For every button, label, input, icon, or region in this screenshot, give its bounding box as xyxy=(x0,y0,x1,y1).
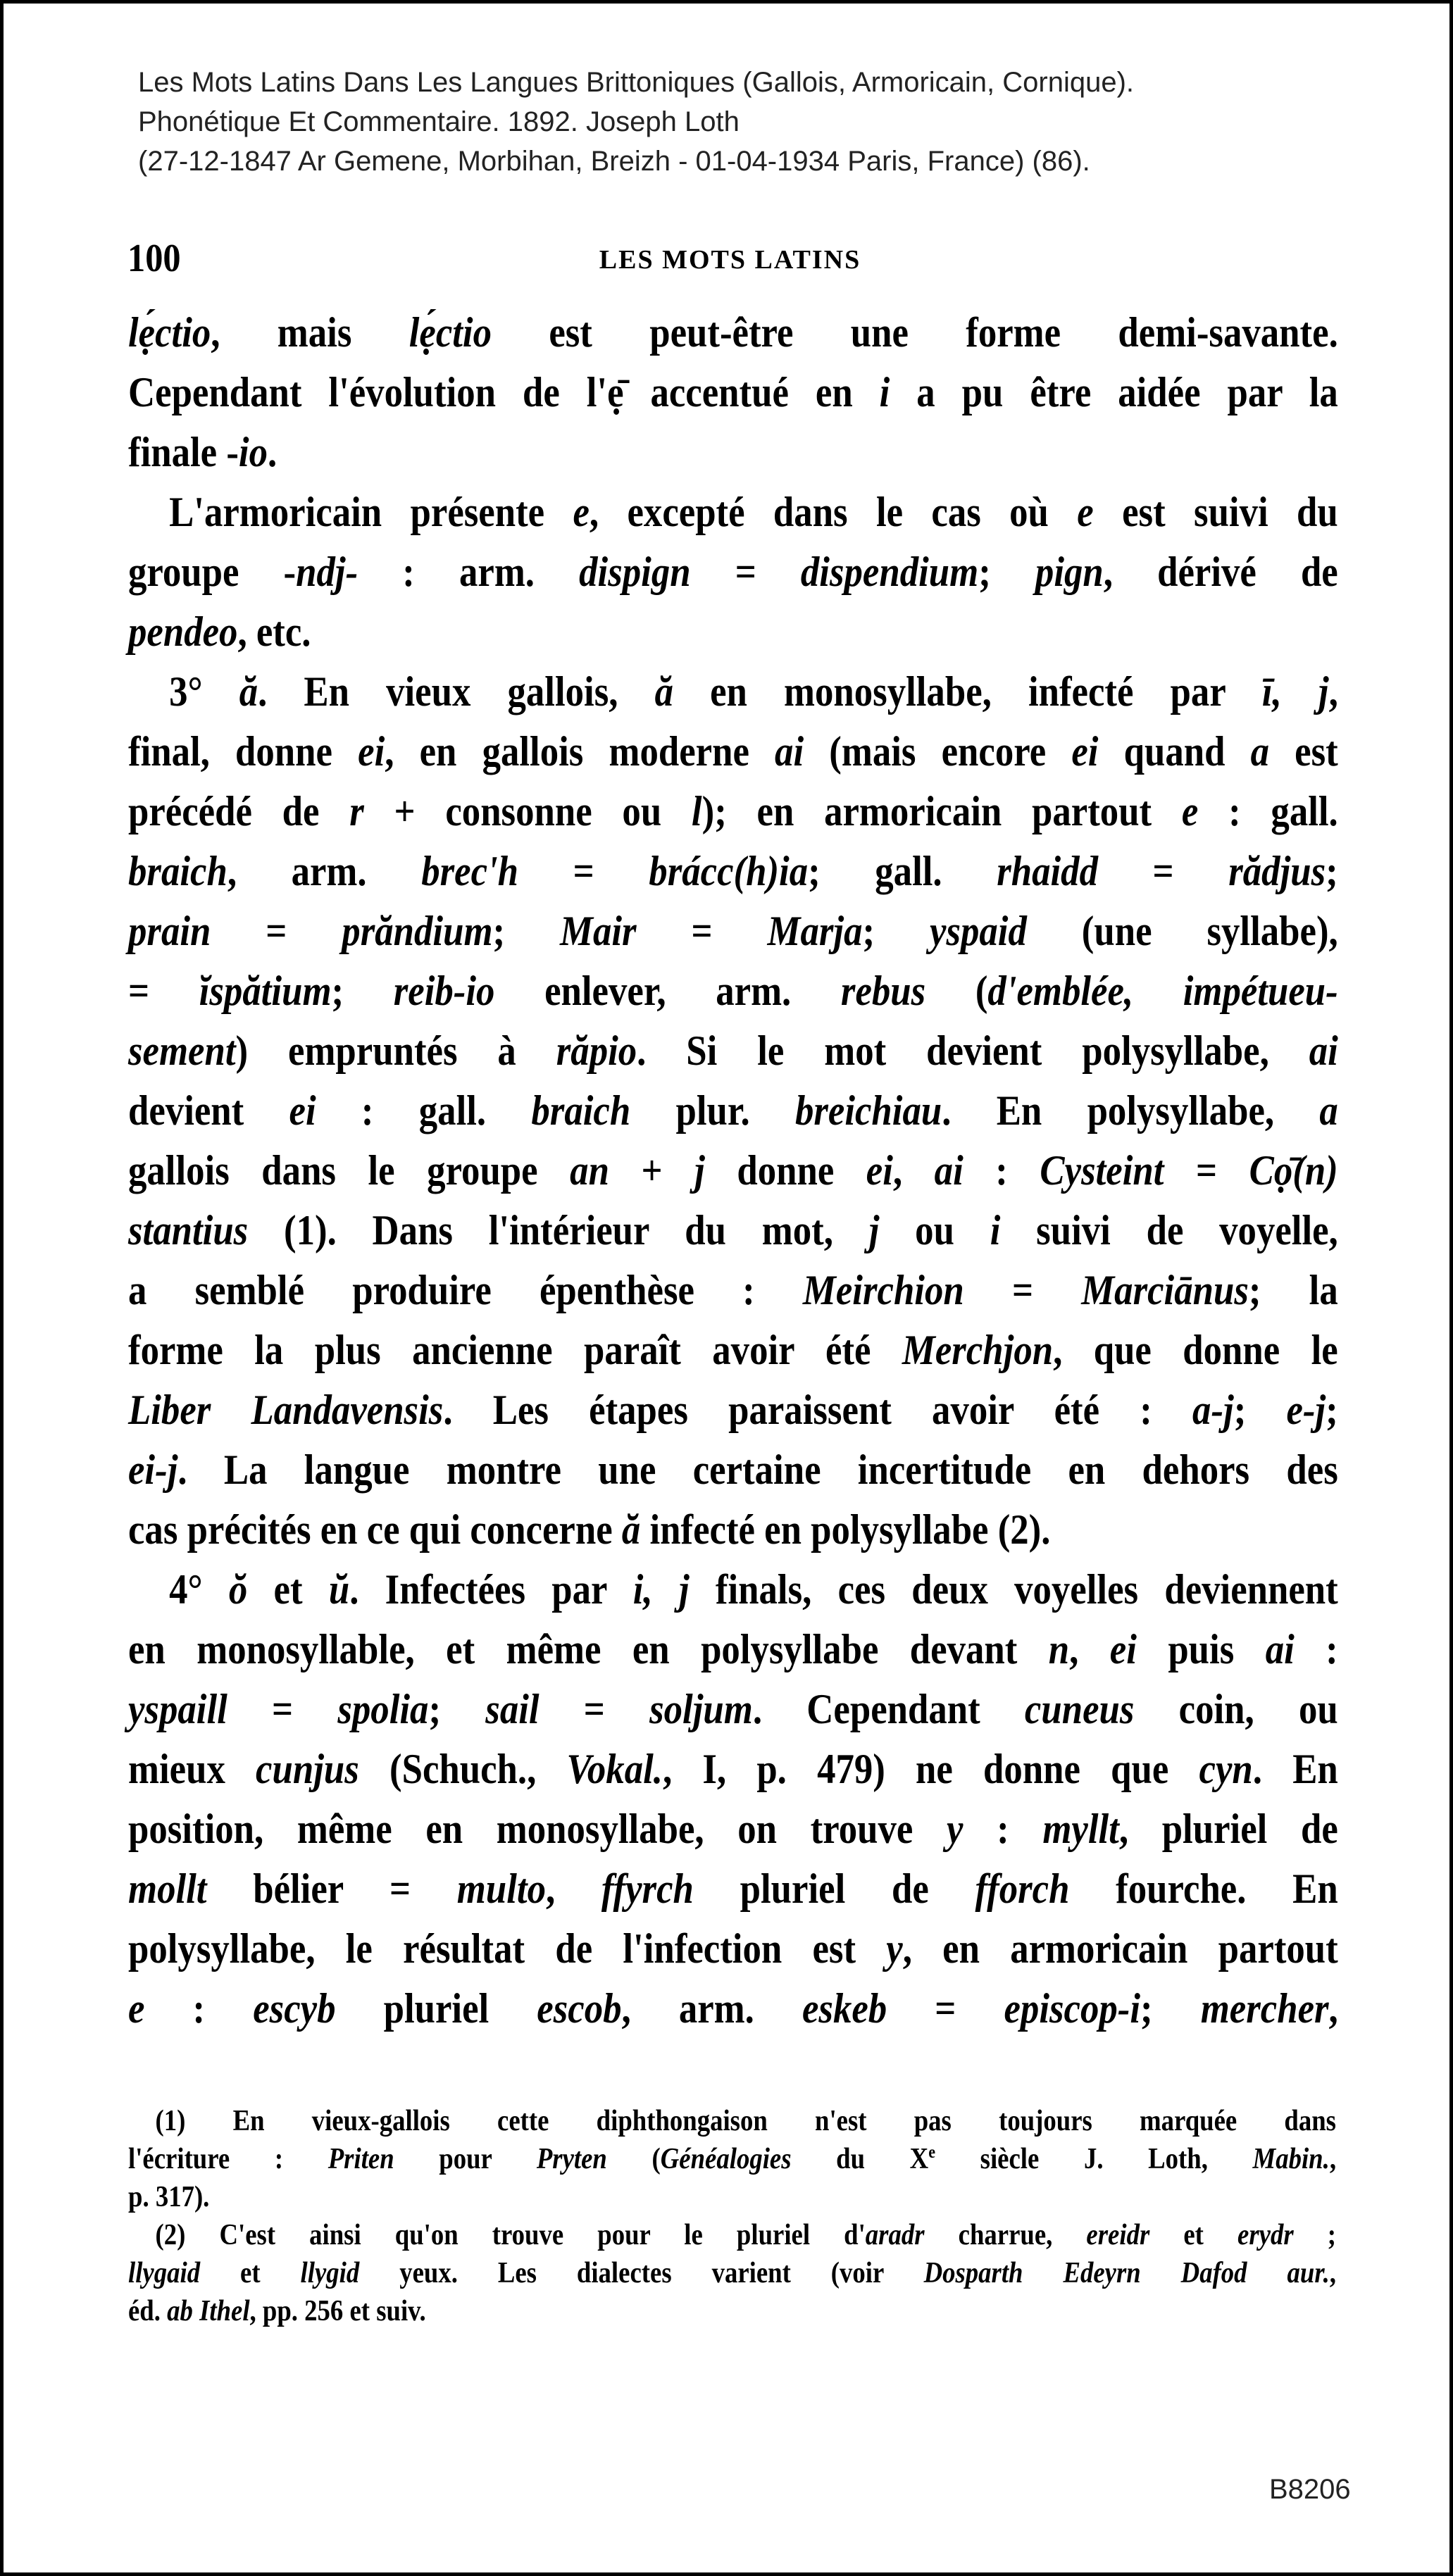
italic-text: l xyxy=(691,788,702,834)
roman-text: finals, ces deux voyelles deviennent xyxy=(689,1566,1338,1613)
italic-text: Cysteint xyxy=(1040,1147,1164,1194)
italic-text: fforch xyxy=(975,1865,1070,1912)
italic-text: yspaill xyxy=(128,1686,227,1732)
italic-text: stantius xyxy=(128,1207,249,1253)
roman-text: gallois dans le groupe xyxy=(128,1147,570,1194)
italic-text: cunjus xyxy=(256,1746,359,1792)
italic-text: i, j xyxy=(632,1566,690,1613)
roman-text: . Si le mot devient polysyllabe, xyxy=(637,1027,1309,1074)
roman-text: , xyxy=(892,1147,935,1194)
roman-text: pluriel de xyxy=(693,1865,975,1912)
italic-text: Dosparth Edeyrn Dafod aur. xyxy=(923,2257,1330,2289)
roman-text: puis xyxy=(1136,1626,1266,1672)
roman-text: ; xyxy=(1326,848,1338,894)
italic-text: breichiau xyxy=(794,1087,942,1134)
roman-text: = xyxy=(227,1686,338,1732)
italic-text: ai xyxy=(1265,1626,1295,1672)
italic-text: ai xyxy=(934,1147,964,1194)
italic-text: myllt xyxy=(1042,1806,1119,1852)
roman-text: ; la xyxy=(1248,1267,1338,1313)
roman-text: . En polysyllabe, xyxy=(942,1087,1320,1134)
roman-text: , que donne le xyxy=(1053,1327,1338,1373)
roman-text: final, donne xyxy=(128,728,358,775)
italic-text: a-j xyxy=(1192,1387,1234,1433)
metadata-line: Phonétique Et Commentaire. 1892. Joseph Loth xyxy=(138,106,740,137)
roman-text: yeux. Les dialectes varient (voir xyxy=(359,2257,924,2289)
roman-text: (2) C'est ainsi qu'on trouve pour le pluriel d' xyxy=(155,2219,866,2251)
roman-text: , arm. xyxy=(621,1985,802,2032)
italic-text: llygaid xyxy=(128,2257,201,2289)
roman-text: ou xyxy=(879,1207,990,1253)
roman-text: : gall. xyxy=(1198,788,1338,834)
roman-text: = xyxy=(518,848,649,894)
roman-text: L'armoricain présente xyxy=(169,489,573,535)
text-line xyxy=(128,542,1338,602)
italic-text: brácc(h)ia xyxy=(649,848,809,894)
roman-text: forme la plus ancienne paraît avoir été xyxy=(128,1327,902,1373)
text-line xyxy=(128,2102,1336,2140)
roman-text: quand xyxy=(1098,728,1251,775)
italic-text: Cọ̄(n) xyxy=(1249,1147,1338,1194)
italic-text: ă xyxy=(654,668,673,715)
roman-text: et xyxy=(247,1566,329,1613)
roman-text: , I, p. 479) ne donne que xyxy=(662,1746,1199,1792)
italic-text: răpio xyxy=(556,1027,637,1074)
italic-text: ei xyxy=(358,728,385,775)
italic-text: lẹ́ctio xyxy=(409,309,492,356)
italic-text: ī, j xyxy=(1261,668,1329,715)
text-line xyxy=(128,1500,1338,1560)
italic-text: braich xyxy=(128,848,227,894)
roman-text: ; xyxy=(978,549,1035,595)
text-line xyxy=(128,482,1338,542)
roman-text: . Cependant xyxy=(752,1686,1025,1732)
italic-text: escob xyxy=(537,1985,622,2032)
italic-text: d'emblée, impétueu- xyxy=(987,968,1338,1014)
text-line xyxy=(128,602,1338,662)
roman-text: = xyxy=(128,968,199,1014)
text-line xyxy=(128,1799,1338,1859)
italic-text: r xyxy=(349,788,364,834)
roman-text: et xyxy=(1149,2219,1238,2251)
roman-text: (1). Dans l'intérieur du mot, xyxy=(248,1207,869,1253)
text-line xyxy=(128,722,1338,782)
metadata-line: Les Mots Latins Dans Les Langues Brittoniques (Gallois, Armoricain, Cornique). xyxy=(138,67,1135,98)
italic-text: j xyxy=(694,1147,705,1194)
text-line xyxy=(128,1560,1338,1620)
roman-text: est suivi du xyxy=(1093,489,1338,535)
italic-text: Pryten xyxy=(536,2143,607,2175)
italic-text: rhaidd xyxy=(997,848,1098,894)
italic-text: cuneus xyxy=(1024,1686,1135,1732)
roman-text: finale - xyxy=(128,429,239,475)
roman-text: . Les étapes paraissent avoir été : xyxy=(443,1387,1193,1433)
roman-text: devient xyxy=(128,1087,289,1134)
italic-text: Mabin. xyxy=(1252,2143,1330,2175)
italic-text: an xyxy=(570,1147,609,1194)
roman-text: , excepté dans le cas où xyxy=(589,489,1078,535)
page-number: 100 xyxy=(127,237,181,280)
text-line xyxy=(128,1141,1338,1201)
italic-text: e-j xyxy=(1286,1387,1326,1433)
roman-text: = xyxy=(211,908,342,954)
italic-text: y xyxy=(886,1925,903,1972)
italic-text: e xyxy=(128,1985,145,2032)
text-line xyxy=(128,901,1338,961)
text-line xyxy=(128,2140,1336,2178)
roman-text: . xyxy=(267,429,277,475)
roman-text: (une syllabe), xyxy=(1026,908,1338,954)
text-line xyxy=(128,1919,1338,1979)
roman-text: coin, ou xyxy=(1134,1686,1338,1732)
italic-text: escyb xyxy=(253,1985,336,2032)
italic-text: j xyxy=(868,1207,880,1253)
text-line xyxy=(128,303,1338,363)
text-line xyxy=(128,662,1338,722)
italic-text: brec'h xyxy=(421,848,519,894)
footnotes xyxy=(128,2102,1336,2330)
roman-text: , dérivé de xyxy=(1103,549,1338,595)
italic-text: ei xyxy=(866,1147,893,1194)
italic-text: ffyrch xyxy=(601,1865,694,1912)
body-text xyxy=(128,303,1338,2039)
italic-text: ndj- xyxy=(296,549,358,595)
italic-text: Marja xyxy=(767,908,863,954)
italic-text: ei xyxy=(1071,728,1099,775)
italic-text: cyn xyxy=(1199,1746,1253,1792)
italic-text: ei xyxy=(1109,1626,1137,1672)
roman-text: . La langue montre une certaine incertitude en dehors des xyxy=(177,1446,1338,1493)
italic-text: rădjus xyxy=(1228,848,1326,894)
roman-text: bélier = xyxy=(206,1865,457,1912)
italic-text: Liber Landavensis xyxy=(128,1387,444,1433)
roman-text: = xyxy=(1164,1147,1249,1194)
roman-text: ; xyxy=(1140,1985,1201,2032)
roman-text: donne xyxy=(704,1147,866,1194)
italic-text: soljum xyxy=(649,1686,753,1732)
roman-text: , arm. xyxy=(227,848,422,894)
italic-text: i xyxy=(990,1207,1001,1253)
roman-text: mieux xyxy=(128,1746,256,1792)
text-line xyxy=(128,1081,1338,1141)
roman-text: ( xyxy=(925,968,988,1014)
italic-text: ĭspătium xyxy=(199,968,332,1014)
roman-text: , etc. xyxy=(237,608,311,655)
roman-text: ) empruntés à xyxy=(235,1027,556,1074)
roman-text: pour xyxy=(394,2143,537,2175)
italic-text: ŏ xyxy=(228,1566,248,1613)
roman-text: : xyxy=(963,1147,1040,1194)
roman-text: 3° xyxy=(169,668,239,715)
italic-text: ereidr xyxy=(1086,2219,1150,2251)
roman-text: (1) En vieux-gallois cette diphthongaison n'est pas toujours marquée dans xyxy=(155,2105,1336,2137)
roman-text: , en armoricain partout xyxy=(902,1925,1338,1972)
roman-text: p. 317). xyxy=(128,2181,210,2213)
roman-text: ; xyxy=(428,1686,486,1732)
text-line xyxy=(128,842,1338,901)
text-line xyxy=(128,1680,1338,1739)
roman-text: = xyxy=(964,1267,1082,1313)
roman-text: fourche. En xyxy=(1069,1865,1338,1912)
roman-text: , en gallois moderne xyxy=(385,728,775,775)
roman-text: , xyxy=(1328,668,1338,715)
italic-text: spolia xyxy=(337,1686,429,1732)
italic-text: e xyxy=(1077,489,1094,535)
italic-text: ai xyxy=(775,728,804,775)
italic-text: Meirchion xyxy=(802,1267,964,1313)
italic-text: a xyxy=(1250,728,1270,775)
roman-text: en monosyllabe, infecté par xyxy=(673,668,1262,715)
superscript: e xyxy=(928,2143,936,2162)
italic-text: braich xyxy=(531,1087,631,1134)
roman-text: ; xyxy=(492,908,561,954)
italic-text: ă xyxy=(239,668,258,715)
italic-text: i xyxy=(879,369,890,415)
roman-text: . Infectées par xyxy=(349,1566,633,1613)
roman-text: , pluriel de xyxy=(1118,1806,1338,1852)
roman-text: ; xyxy=(1293,2219,1336,2251)
italic-text: dispign xyxy=(579,549,691,595)
roman-text: (Schuch., xyxy=(358,1746,567,1792)
source-metadata xyxy=(138,63,1134,181)
italic-text: prăndium xyxy=(342,908,493,954)
italic-text: pign xyxy=(1035,549,1104,595)
roman-text: + xyxy=(609,1147,695,1194)
running-head: LES MOTS LATINS xyxy=(599,245,861,275)
italic-text: io xyxy=(238,429,268,475)
roman-text: = xyxy=(690,549,801,595)
italic-text: prain xyxy=(128,908,211,954)
text-line xyxy=(128,1859,1338,1919)
italic-text: y xyxy=(946,1806,964,1852)
roman-text: pluriel xyxy=(335,1985,537,2032)
roman-text: siècle J. Loth, xyxy=(935,2143,1253,2175)
italic-text: erydr xyxy=(1237,2219,1294,2251)
text-line xyxy=(128,1739,1338,1799)
text-line xyxy=(128,1620,1338,1680)
roman-text: , xyxy=(545,1865,601,1912)
roman-text: = xyxy=(636,908,768,954)
roman-text: (mais encore xyxy=(804,728,1072,775)
italic-text: aradr xyxy=(865,2219,925,2251)
roman-text: suivi de voyelle, xyxy=(1000,1207,1338,1253)
roman-text: , pp. 256 et suiv. xyxy=(249,2295,426,2327)
roman-text: ; xyxy=(1326,1387,1338,1433)
roman-text: précédé de xyxy=(128,788,350,834)
roman-text: position, même en monosyllabe, on trouve xyxy=(128,1806,947,1852)
roman-text: charrue, xyxy=(924,2219,1087,2251)
roman-text: groupe - xyxy=(128,549,297,595)
roman-text: et xyxy=(200,2257,301,2289)
italic-text: Priten xyxy=(328,2143,394,2175)
italic-text: ei xyxy=(289,1087,316,1134)
italic-text: pendeo xyxy=(128,608,238,655)
roman-text: a semblé produire épenthèse : xyxy=(128,1267,803,1313)
roman-text: du X xyxy=(791,2143,929,2175)
italic-text: Merchjon xyxy=(902,1327,1054,1373)
roman-text: , mais xyxy=(211,309,409,356)
italic-text: mollt xyxy=(128,1865,207,1912)
roman-text: ; gall. xyxy=(808,848,997,894)
italic-text: Généalogies xyxy=(660,2143,792,2175)
roman-text: ; xyxy=(862,908,930,954)
roman-text: : xyxy=(1294,1626,1338,1672)
roman-text: plur. xyxy=(630,1087,795,1134)
catalog-code: B8206 xyxy=(1269,2474,1351,2505)
text-line xyxy=(128,1021,1338,1081)
roman-text: , xyxy=(1328,1985,1338,2032)
roman-text: cas précités en ce qui concerne xyxy=(128,1506,622,1553)
text-line xyxy=(128,363,1338,423)
italic-text: Mair xyxy=(560,908,637,954)
roman-text: : arm. xyxy=(358,549,580,595)
roman-text: 4° xyxy=(169,1566,229,1613)
text-line xyxy=(128,2292,1336,2330)
italic-text: sement xyxy=(128,1027,236,1074)
italic-text: a xyxy=(1319,1087,1338,1134)
italic-text: e xyxy=(1181,788,1199,834)
text-line xyxy=(128,1440,1338,1500)
roman-text: a pu être aidée par la xyxy=(890,369,1338,415)
roman-text: en monosyllable, et même en polysyllabe devant xyxy=(128,1626,1049,1672)
italic-text: reib-io xyxy=(393,968,495,1014)
text-line xyxy=(128,2216,1336,2254)
roman-text: ( xyxy=(606,2143,661,2175)
roman-text: , xyxy=(1329,2257,1336,2289)
roman-text: ); en armoricain partout xyxy=(701,788,1182,834)
italic-text: multo xyxy=(456,1865,546,1912)
roman-text: = xyxy=(887,1985,1004,2032)
text-line xyxy=(128,1979,1338,2039)
metadata-line: (27-12-1847 Ar Gemene, Morbihan, Breizh - 01-04-1934 Paris, France) (86). xyxy=(138,146,1090,177)
roman-text: l'écriture : xyxy=(128,2143,328,2175)
text-line xyxy=(128,1380,1338,1440)
roman-text: + consonne ou xyxy=(363,788,692,834)
italic-text: n xyxy=(1048,1626,1070,1672)
text-line xyxy=(128,782,1338,842)
text-line xyxy=(128,1320,1338,1380)
roman-text: ; xyxy=(331,968,394,1014)
roman-text: polysyllabe, le résultat de l'infection est xyxy=(128,1925,887,1972)
text-line xyxy=(128,2178,1336,2216)
roman-text: ; xyxy=(1233,1387,1287,1433)
italic-text: rebus xyxy=(840,968,926,1014)
italic-text: Vokal. xyxy=(566,1746,663,1792)
roman-text: est xyxy=(1269,728,1338,775)
italic-text: lẹ́ctio xyxy=(128,309,211,356)
text-line xyxy=(128,1261,1338,1320)
italic-text: Marciānus xyxy=(1081,1267,1249,1313)
italic-text: dispendium xyxy=(800,549,979,595)
roman-text: = xyxy=(539,1686,650,1732)
text-line xyxy=(128,1201,1338,1261)
roman-text: , xyxy=(1069,1626,1110,1672)
italic-text: ab Ithel xyxy=(167,2295,250,2327)
italic-text: episcop-i xyxy=(1004,1985,1141,2032)
roman-text: est peut-être une forme demi-savante. xyxy=(492,309,1338,356)
text-line xyxy=(128,2254,1336,2292)
roman-text: : gall. xyxy=(316,1087,532,1134)
italic-text: yspaid xyxy=(930,908,1027,954)
roman-text: Cependant l'évolution de l'ẹ̄ accentué en xyxy=(128,369,880,415)
roman-text: éd. xyxy=(128,2295,168,2327)
italic-text: ŭ xyxy=(328,1566,350,1613)
roman-text: : xyxy=(144,1985,254,2032)
italic-text: ă xyxy=(621,1506,641,1553)
text-line xyxy=(128,961,1338,1021)
italic-text: e xyxy=(573,489,590,535)
italic-text: eskeb xyxy=(802,1985,887,2032)
text-line xyxy=(128,423,1338,482)
roman-text: infecté en polysyllabe (2). xyxy=(640,1506,1051,1553)
roman-text: : xyxy=(963,1806,1043,1852)
italic-text: ai xyxy=(1309,1027,1338,1074)
roman-text: , xyxy=(1329,2143,1336,2175)
italic-text: ei-j xyxy=(128,1446,178,1493)
roman-text: . En xyxy=(1252,1746,1338,1792)
italic-text: sail xyxy=(485,1686,540,1732)
roman-text: . En vieux gallois, xyxy=(258,668,655,715)
italic-text: mercher xyxy=(1200,1985,1329,2032)
roman-text: enlever, arm. xyxy=(494,968,841,1014)
roman-text: = xyxy=(1097,848,1229,894)
italic-text: llygid xyxy=(300,2257,360,2289)
